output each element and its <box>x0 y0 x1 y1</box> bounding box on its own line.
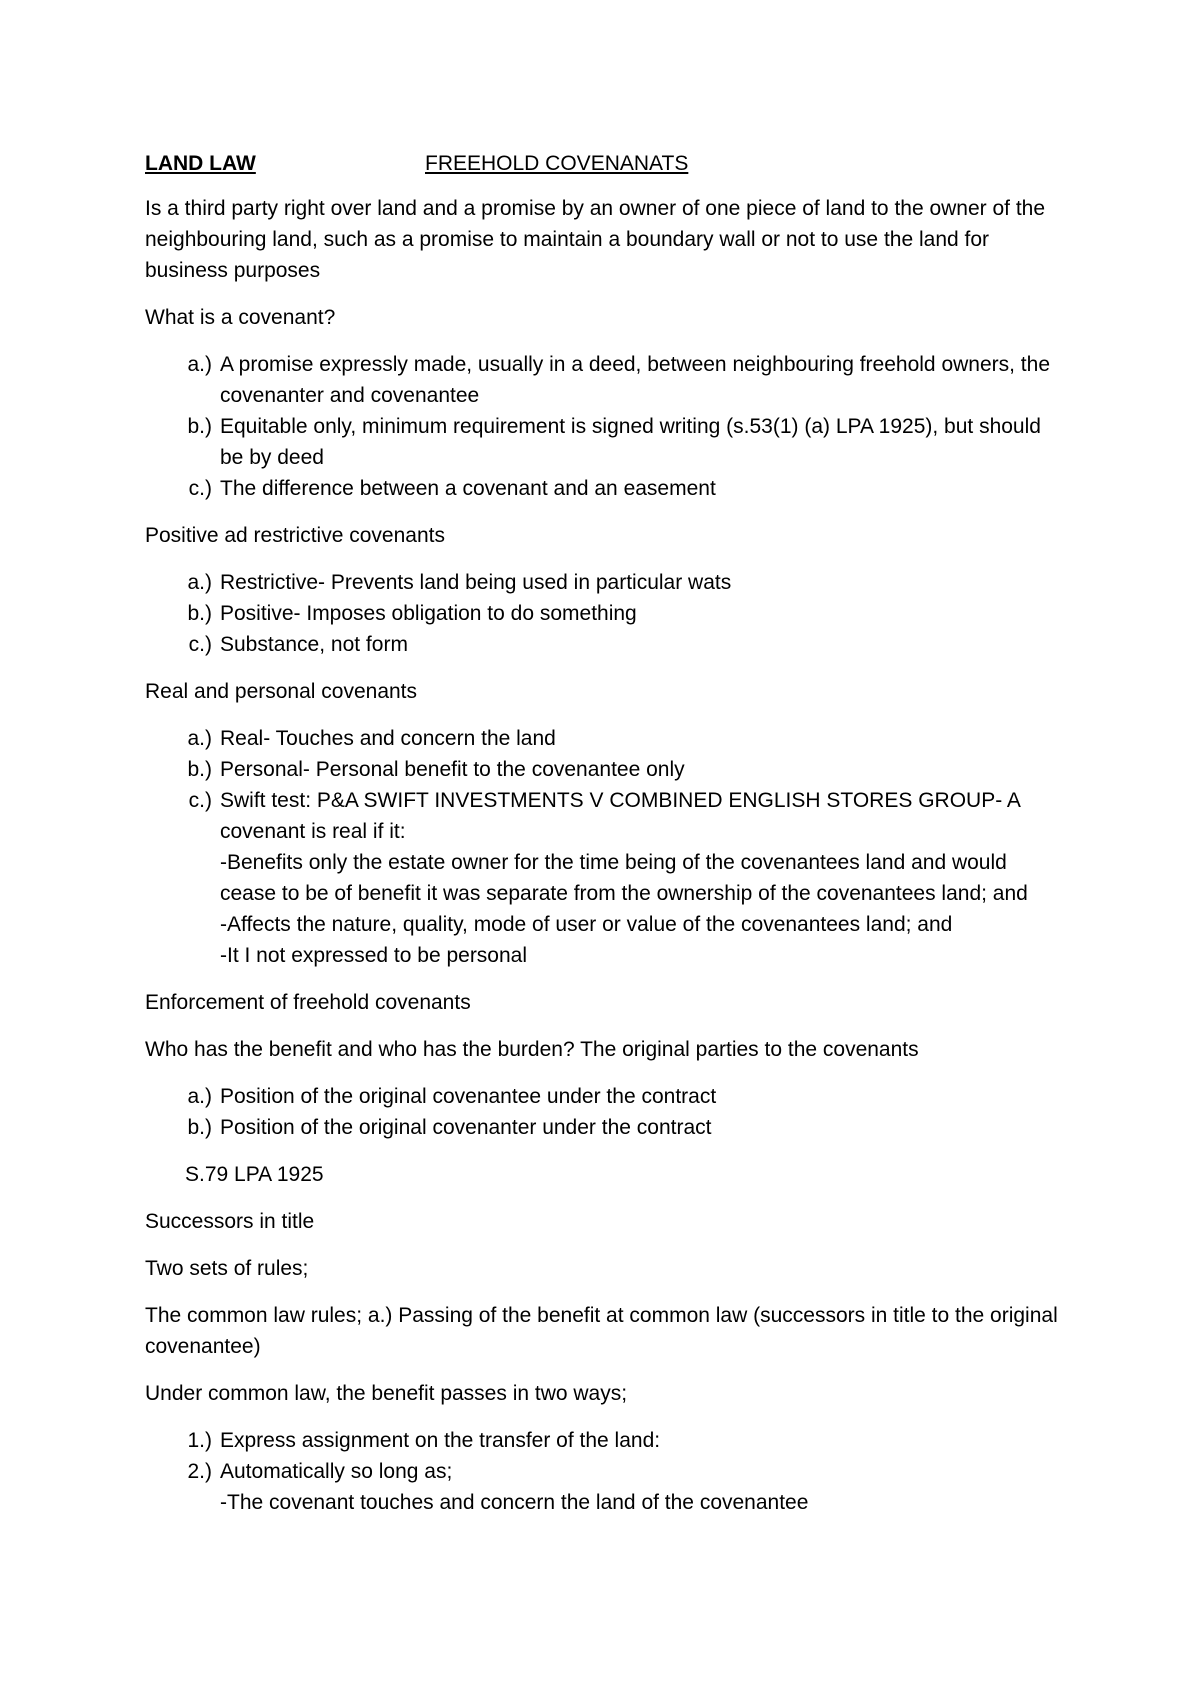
list-item <box>145 349 1065 411</box>
list-marker: b.) <box>187 415 212 438</box>
list-item <box>145 1425 1065 1456</box>
list-item-text: Substance, not form <box>220 633 408 656</box>
swift-point: -Benefits only the estate owner for the time being of the covenantees land and would cease to be of benefit it was separate from the ownership of the covenantees land; and <box>220 851 1028 905</box>
list-item <box>145 723 1065 754</box>
list-marker: b.) <box>187 758 212 781</box>
list-item-text: Restrictive- Prevents land being used in particular wats <box>220 571 732 594</box>
real-list <box>145 723 1065 971</box>
list-item-body <box>220 1456 1065 1518</box>
list-item-text: The difference between a covenant and an easement <box>220 477 716 500</box>
list-item <box>145 629 1065 660</box>
list-item-text: Position of the original covenantee under the contract <box>220 1085 717 1108</box>
list-item <box>145 1112 1065 1143</box>
swift-point: -Affects the nature, quality, mode of user or value of the covenantees land; and <box>220 913 953 936</box>
section-label-what-is: What is a covenant? <box>145 306 336 329</box>
swift-point: -It I not expressed to be personal <box>220 944 528 967</box>
document-heading <box>145 148 1065 179</box>
section-label-successors: Successors in title <box>145 1210 315 1233</box>
list-item-text: Swift test: P&A SWIFT INVESTMENTS V COMBINED ENGLISH STORES GROUP- A covenant is real if it: <box>220 789 1020 843</box>
list-item <box>145 1456 1065 1518</box>
rules-paragraph: Two sets of rules; <box>145 1257 309 1280</box>
list-item-text: Equitable only, minimum requirement is signed writing (s.53(1) (a) LPA 1925), but should be by deed <box>220 415 1041 469</box>
auto-point: -The covenant touches and concern the land of the covenantee <box>220 1491 809 1514</box>
successors-list <box>145 1425 1065 1518</box>
list-marker: a.) <box>187 571 212 594</box>
list-item <box>145 567 1065 598</box>
section-label-positive: Positive ad restrictive covenants <box>145 524 445 547</box>
section-label-enforcement: Enforcement of freehold covenants <box>145 991 471 1014</box>
list-item-text: Personal- Personal benefit to the covenantee only <box>220 758 685 781</box>
list-item-text: Positive- Imposes obligation to do something <box>220 602 637 625</box>
list-item-text: Express assignment on the transfer of the land: <box>220 1429 661 1452</box>
list-marker: b.) <box>187 1116 212 1139</box>
what-is-list <box>145 349 1065 504</box>
list-marker: 2.) <box>187 1460 212 1483</box>
list-marker: 1.) <box>187 1429 212 1452</box>
list-marker: a.) <box>187 353 212 376</box>
positive-list <box>145 567 1065 660</box>
list-marker: c.) <box>188 633 212 656</box>
common-law-paragraph: The common law rules; a.) Passing of the benefit at common law (successors in title to the original covenantee) <box>145 1304 1058 1358</box>
list-item <box>145 411 1065 473</box>
list-item-text: Position of the original covenanter under the contract <box>220 1116 712 1139</box>
enforcement-question: Who has the benefit and who has the burden? The original parties to the covenants <box>145 1038 919 1061</box>
list-item-text: Real- Touches and concern the land <box>220 727 556 750</box>
list-item <box>145 785 1065 971</box>
list-marker: c.) <box>188 477 212 500</box>
list-marker: a.) <box>187 727 212 750</box>
section-label-real: Real and personal covenants <box>145 680 418 703</box>
list-marker: a.) <box>187 1085 212 1108</box>
list-marker: c.) <box>188 789 212 812</box>
list-item-text: A promise expressly made, usually in a deed, between neighbouring freehold owners, the covenanter and covenantee <box>220 353 1051 407</box>
list-item <box>145 754 1065 785</box>
document-subtitle: FREEHOLD COVENANATS <box>425 152 689 175</box>
list-item <box>145 473 1065 504</box>
document-page <box>145 148 1065 1534</box>
benefit-passes-paragraph: Under common law, the benefit passes in two ways; <box>145 1382 628 1405</box>
intro-paragraph: Is a third party right over land and a promise by an owner of one piece of land to the owner of the neighbouring land, such as a promise to maintain a boundary wall or not to use the land for business purposes <box>145 197 1046 282</box>
statute-reference: S.79 LPA 1925 <box>185 1163 324 1186</box>
list-item <box>145 598 1065 629</box>
list-item-text: Automatically so long as; <box>220 1460 453 1483</box>
document-title: LAND LAW <box>145 152 256 175</box>
list-marker: b.) <box>187 602 212 625</box>
list-item <box>145 1081 1065 1112</box>
enforcement-list <box>145 1081 1065 1143</box>
list-item-body <box>220 785 1065 971</box>
